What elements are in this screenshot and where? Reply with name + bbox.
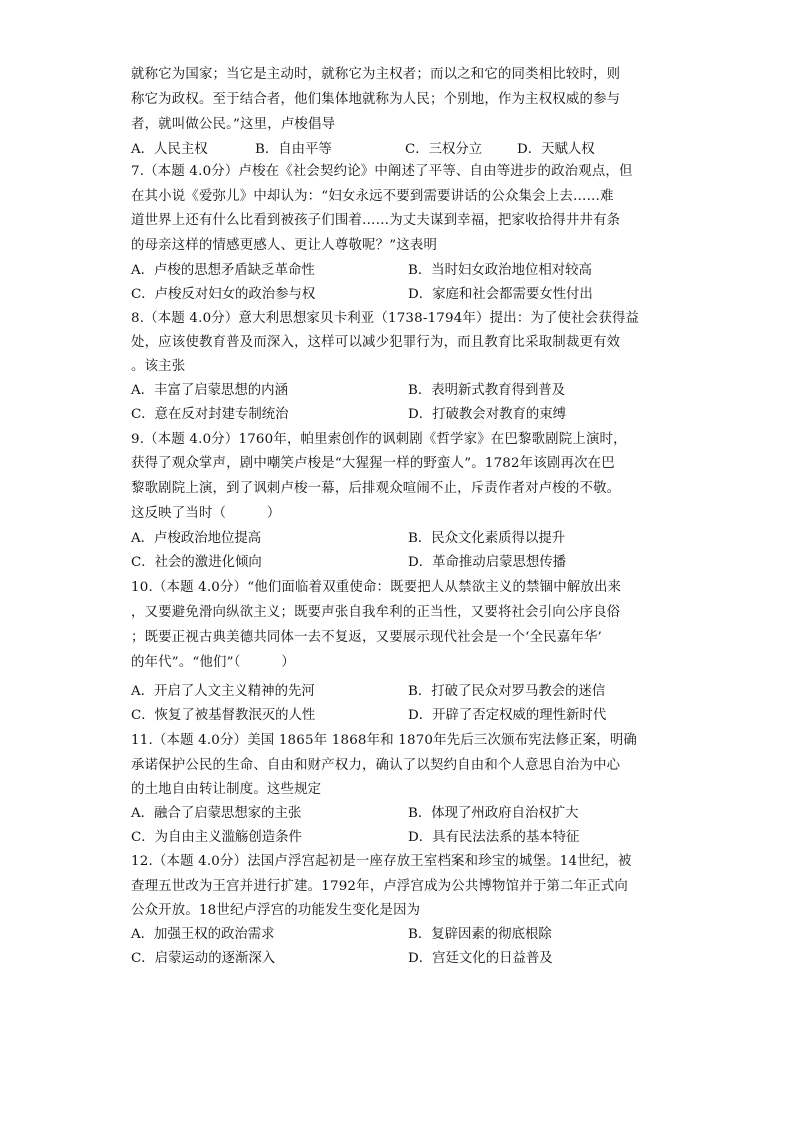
q8-option-d[interactable]: D．打破教会对教育的束缚 — [408, 407, 567, 422]
q9-option-a[interactable]: A．卢梭政治地位提高 — [131, 531, 262, 546]
q8-text-line: 8.（本题 4.0分）意大利思想家贝卡利亚（1738-1794年）提出：为了使社会获得益 — [131, 311, 640, 326]
q8-option-c[interactable]: C．意在反对封建专制统治 — [131, 407, 289, 422]
q9-text-line: 获得了观众掌声，剧中嘲笑卢梭是“大猩猩一样的野蛮人”。1782年该剧再次在巴 — [131, 456, 615, 471]
q7-text-line: 在其小说《爱弥儿》中却认为：“妇女永远不要到需要讲话的公众集会上去……难 — [131, 189, 614, 204]
q12-option-b[interactable]: B．复辟因素的彻底根除 — [408, 927, 552, 942]
q8-option-b[interactable]: B．表明新式教育得到普及 — [408, 383, 566, 398]
q6-option-b[interactable]: B．自由平等 — [255, 142, 332, 157]
q8-option-a[interactable]: A．丰富了启蒙思想的内涵 — [131, 383, 288, 398]
q7-option-a[interactable]: A．卢梭的思想矛盾缺乏革命性 — [131, 263, 315, 278]
q10-option-c[interactable]: C．恢复了被基督教泯灭的人性 — [131, 708, 316, 723]
q10-text-line: ，又要避免滑向纵欲主义；既要声张自我牟利的正当性，又要将社会引向公序良俗 — [131, 605, 621, 620]
q6-text-line: 者，就叫做公民。”这里，卢梭倡导 — [131, 117, 336, 132]
q9-option-b[interactable]: B．民众文化素质得以提升 — [408, 531, 566, 546]
q7-text-line: 的母亲这样的情感更感人、更让人尊敬呢？”这表明 — [131, 238, 438, 253]
q9-text-line: 黎歌剧院上演，到了讽刺卢梭一幕，后排观众喧闹不止，斥责作者对卢梭的不敬。 — [131, 481, 621, 496]
q6-option-a[interactable]: A．人民主权 — [131, 142, 208, 157]
q8-text-line: 处，应该使教育普及而深入，这样可以减少犯罪行为，而且教育比采取制裁更有效 — [131, 335, 621, 350]
q11-option-b[interactable]: B．体现了州政府自治权扩大 — [408, 806, 579, 821]
q8-text-line: 。该主张 — [131, 359, 186, 374]
q12-option-c[interactable]: C．启蒙运动的逐渐深入 — [131, 951, 276, 966]
q7-option-d[interactable]: D．家庭和社会都需要女性付出 — [408, 287, 593, 302]
q10-option-b[interactable]: B．打破了民众对罗马教会的迷信 — [408, 684, 606, 699]
q7-option-c[interactable]: C．卢梭反对妇女的政治参与权 — [131, 287, 316, 302]
q11-text-line: 承诺保护公民的生命、自由和财产权力，确认了以契约自由和个人意思自治为中心 — [131, 758, 621, 773]
q11-option-a[interactable]: A．融合了启蒙思想家的主张 — [131, 806, 302, 821]
q9-text-line: 这反映了当时（ ） — [131, 506, 281, 521]
q11-text-line: 11.（本题 4.0分）美国 1865年 1868年和 1870年先后三次颁布宪法修正案，明确 — [131, 733, 638, 748]
q9-option-d[interactable]: D．革命推动启蒙思想传播 — [408, 555, 567, 570]
q6-option-d[interactable]: D．天赋人权 — [517, 142, 595, 157]
q6-text-line: 称它为政权。至于结合者，他们集体地就称为人民；个别地，作为主权权威的参与 — [131, 92, 621, 107]
q12-text-line: 查理五世改为王宫并进行扩建。1792年，卢浮宫成为公共博物馆并于第二年正式向 — [131, 879, 628, 894]
q6-text-line: 就称它为国家；当它是主动时，就称它为主权者；而以之和它的同类相比较时，则 — [131, 67, 621, 82]
q6-option-c[interactable]: C．三权分立 — [405, 142, 483, 157]
q11-option-c[interactable]: C．为自由主义滥觞创造条件 — [131, 830, 302, 845]
q12-option-d[interactable]: D．宫廷文化的日益普及 — [408, 951, 553, 966]
q11-text-line: 的土地自由转让制度。这些规定 — [131, 782, 322, 797]
q10-text-line: 的年代”。“他们”（ ） — [131, 655, 295, 670]
q10-option-a[interactable]: A．开启了人文主义精神的先河 — [131, 684, 315, 699]
q12-option-a[interactable]: A．加强王权的政治需求 — [131, 927, 275, 942]
q9-text-line: 9.（本题 4.0分）1760年，帕里索创作的讽刺剧《哲学家》在巴黎歌剧院上演时， — [131, 432, 627, 447]
q9-option-c[interactable]: C．社会的激进化倾向 — [131, 555, 262, 570]
q7-text-line: 道世界上还有什么比看到被孩子们围着……为丈夫谋到幸福，把家收拾得井井有条 — [131, 213, 621, 228]
q7-text-line: 7.（本题 4.0分）卢梭在《社会契约论》中阐述了平等、自由等进步的政治观点，但 — [131, 164, 633, 179]
q10-option-d[interactable]: D．开辟了否定权威的理性新时代 — [408, 708, 607, 723]
q7-option-b[interactable]: B．当时妇女政治地位相对较高 — [408, 263, 592, 278]
q10-text-line: 10.（本题 4.0分）“他们面临着双重使命：既要把人从禁欲主义的禁锢中解放出来 — [131, 580, 622, 595]
q10-text-line: ；既要正视古典美德共同体一去不复返，又要展示现代社会是一个‘全民嘉年华’ — [131, 630, 602, 645]
q12-text-line: 12.（本题 4.0分）法国卢浮宫起初是一座存放王室档案和珍宝的城堡。14世纪，被 — [131, 854, 632, 869]
q11-option-d[interactable]: D．具有民法法系的基本特征 — [408, 830, 580, 845]
q12-text-line: 公众开放。18世纪卢浮宫的功能发生变化是因为 — [131, 903, 421, 918]
